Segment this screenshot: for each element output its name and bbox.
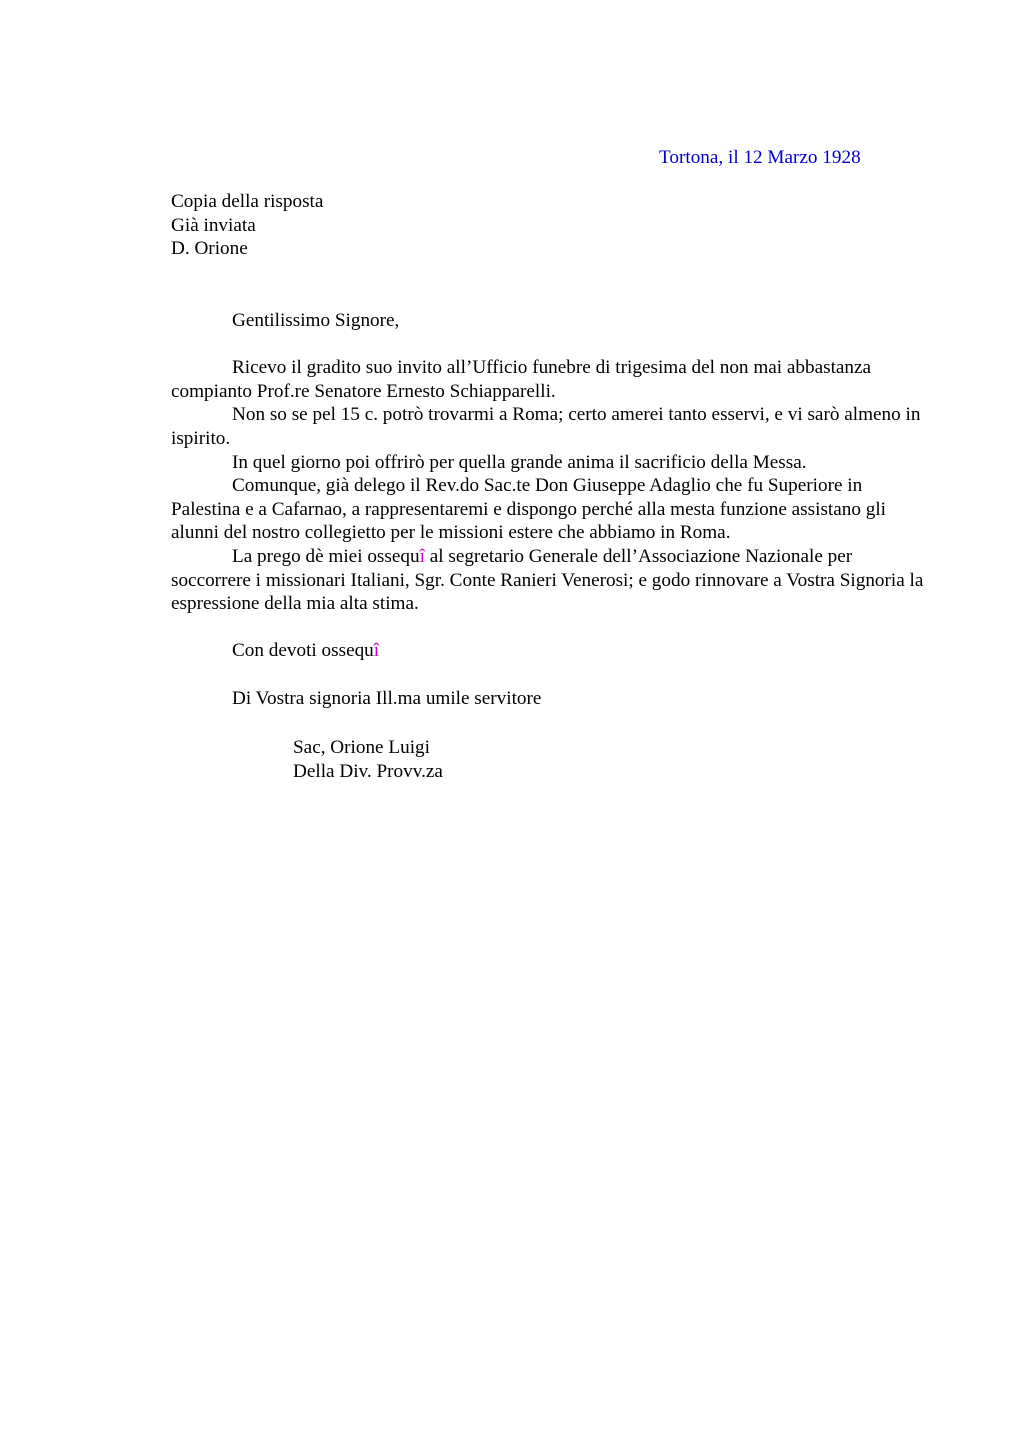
closing-servant: Di Vostra signoria Ill.ma umile servitore bbox=[232, 687, 542, 709]
paragraph-regards-text: al segretario Generale dell’Associazione Nazionale per soccorrere i missionari Italiani, Sgr. Conte Ranieri Venerosi; e godo rinnovare a Vostra Signoria la espressione della mia alta stima. bbox=[171, 545, 924, 615]
closing bbox=[171, 639, 931, 663]
paragraph-invitation: Ricevo il gradito suo invito all’Ufficio funebre di trigesima del non mai abbastanza compianto Prof.re Senatore Ernesto Schiapparelli. bbox=[171, 357, 872, 402]
copy-note bbox=[171, 190, 571, 261]
signature bbox=[293, 736, 443, 783]
closing-text: Con devoti ossequ bbox=[232, 640, 374, 662]
signature-title: Della Div. Provv.za bbox=[293, 760, 443, 782]
accent-char: î bbox=[373, 640, 380, 662]
paragraph-regards bbox=[171, 545, 931, 616]
paragraph-mass: In quel giorno poi offrirò per quella grande anima il sacrificio della Messa. bbox=[232, 451, 807, 473]
copy-note-line: Copia della risposta bbox=[171, 191, 324, 212]
accent-char: î bbox=[419, 545, 425, 567]
paragraph-regards-text: La prego dè miei ossequ bbox=[232, 545, 420, 567]
paragraph-delegation: Comunque, già delego il Rev.do Sac.te Don Giuseppe Adaglio che fu Superiore in Palestina e a Cafarnao, a rappresentaremi e dispongo perché alla mesta funzione assistano gli alunni del nostro collegietto per le missioni estere che abbiamo in Roma. bbox=[171, 475, 886, 544]
paragraph-attendance: Non so se pel 15 c. potrò trovarmi a Roma; certo amerei tanto esservi, e vi sarò almeno in ispirito. bbox=[171, 404, 921, 449]
letter-date: Tortona, il 12 Marzo 1928 bbox=[659, 147, 861, 168]
signature-name: Sac, Orione Luigi bbox=[293, 737, 430, 758]
letter-body bbox=[171, 309, 931, 710]
copy-note-line: D. Orione bbox=[171, 238, 248, 260]
salutation: Gentilissimo Signore, bbox=[232, 310, 400, 331]
copy-note-line: Già inviata bbox=[171, 214, 256, 236]
